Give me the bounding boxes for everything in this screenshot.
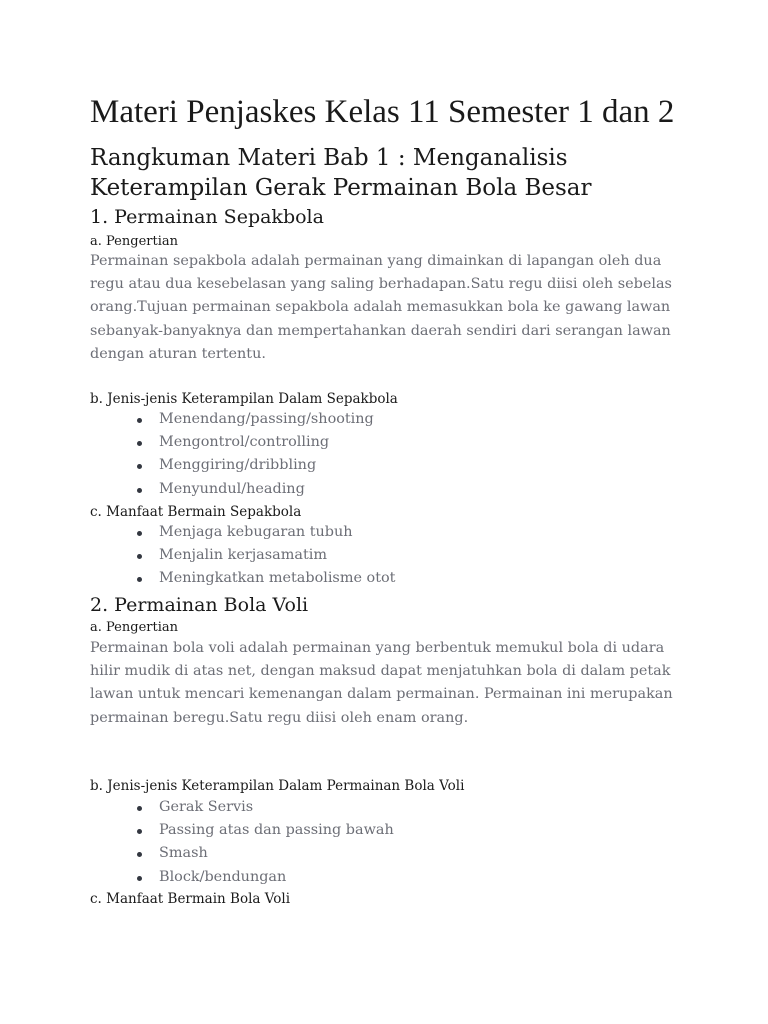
section-heading-bola-voli: 2. Permainan Bola Voli: [90, 594, 309, 616]
skills-list-bola-voli: [90, 796, 394, 889]
list-item: [90, 544, 395, 567]
skills-label-sepakbola: b. Jenis-jenis Keterampilan Dalam Sepakbola: [90, 391, 398, 407]
document-title: Materi Penjaskes Kelas 11 Semester 1 dan 2: [90, 94, 675, 130]
list-item-text: Menjaga kebugaran tubuh: [159, 524, 353, 540]
list-item-text: Passing atas dan passing bawah: [159, 822, 394, 839]
benefits-label-sepakbola: c. Manfaat Bermain Sepakbola: [90, 504, 302, 520]
definition-text-bola-voli: Permainan bola voli adalah permainan yang berbentuk memukul bola di udara hilir mudik di atas net, dengan maksud dapat menjatuhkan bola di dalam petak lawan untuk mencari kemenangan dalam permainan. Permainan ini merupakan permainan beregu.Satu regu diisi oleh enam orang.: [90, 640, 673, 726]
bullet-icon: [137, 806, 142, 811]
list-item-text: Menendang/passing/shooting: [159, 411, 374, 427]
section-heading-sepakbola: 1. Permainan Sepakbola: [90, 206, 324, 228]
list-item-text: Menjalin kerjasamatim: [159, 547, 327, 564]
benefits-list-sepakbola: [90, 521, 395, 591]
bullet-icon: [137, 876, 142, 881]
list-item: [90, 478, 374, 501]
bullet-icon: [137, 464, 142, 469]
list-item-text: Gerak Servis: [159, 799, 254, 815]
list-item-text: Menggiring/dribbling: [159, 457, 317, 474]
list-item: [90, 819, 394, 842]
bullet-icon: [137, 852, 142, 857]
list-item: [90, 567, 395, 590]
list-item: [90, 431, 374, 454]
list-item-text: Smash: [159, 845, 208, 862]
chapter-title: Rangkuman Materi Bab 1 : Menganalisis Keterampilan Gerak Permainan Bola Besar: [90, 145, 592, 201]
list-item: [90, 866, 394, 889]
bullet-icon: [137, 441, 142, 446]
bullet-icon: [137, 554, 142, 559]
benefits-label-bola-voli: c. Manfaat Bermain Bola Voli: [90, 891, 291, 907]
definition-label-sepakbola: a. Pengertian: [90, 234, 178, 249]
list-item-text: Block/bendungan: [159, 868, 287, 885]
list-item: [90, 521, 395, 544]
list-item: [90, 408, 374, 431]
bullet-icon: [137, 418, 142, 423]
bullet-icon: [137, 531, 142, 536]
bullet-icon: [137, 577, 142, 582]
bullet-icon: [137, 488, 142, 493]
list-item-text: Mengontrol/controlling: [159, 434, 330, 451]
skills-list-sepakbola: [90, 408, 374, 501]
definition-label-bola-voli: a. Pengertian: [90, 620, 178, 635]
list-item: [90, 842, 394, 865]
list-item-text: Meningkatkan metabolisme otot: [159, 570, 396, 587]
list-item: [90, 796, 394, 819]
skills-label-bola-voli: b. Jenis-jenis Keterampilan Dalam Permainan Bola Voli: [90, 778, 465, 794]
definition-text-sepakbola: Permainan sepakbola adalah permainan yang dimainkan di lapangan oleh dua regu atau dua kesebelasan yang saling berhadapan.Satu regu diisi oleh sebelas orang.Tujuan permainan sepakbola adalah memasukkan bola ke gawang lawan sebanyak-banyaknya dan mempertahankan daerah sendiri dari serangan lawan dengan aturan tertentu.: [90, 253, 672, 362]
list-item: [90, 454, 374, 477]
bullet-icon: [137, 829, 142, 834]
list-item-text: Menyundul/heading: [159, 480, 305, 497]
